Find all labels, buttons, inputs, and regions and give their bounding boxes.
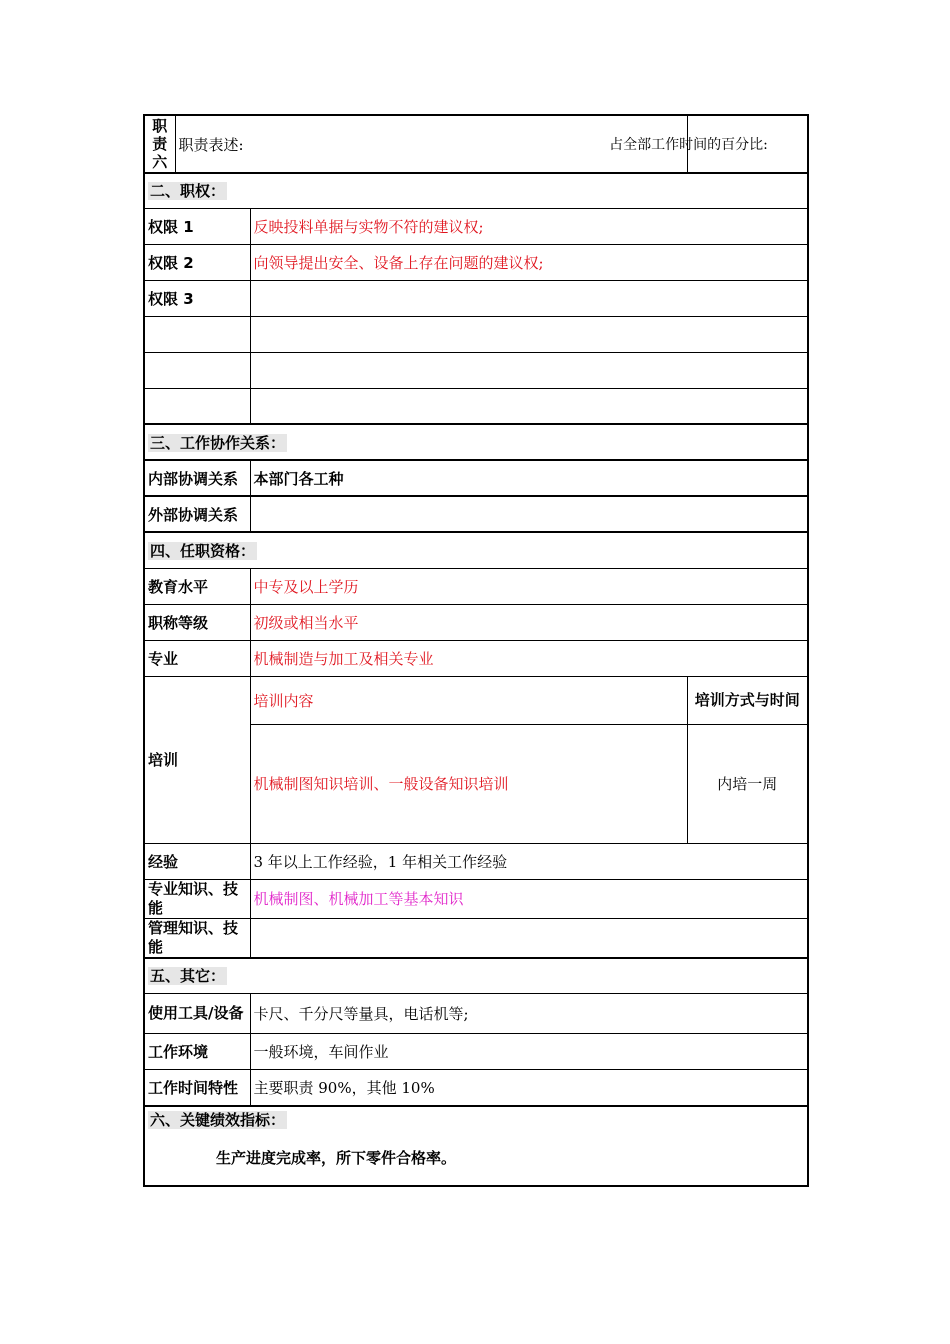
authority-empty-value (250, 352, 808, 388)
work-time-value: 主要职责 90%，其他 10% (250, 1070, 808, 1106)
authority-empty-value (250, 316, 808, 352)
education-label: 教育水平 (144, 568, 250, 604)
major-value: 机械制造与加工及相关专业 (250, 640, 808, 676)
section-collaboration-title-text: 三、工作协作关系： (150, 433, 286, 452)
section-collaboration-title (144, 424, 808, 460)
section-other-title-text: 五、其它： (150, 967, 226, 986)
work-time-label: 工作时间特性 (144, 1070, 250, 1106)
authority-empty-value (250, 388, 808, 424)
internal-coordination-label: 内部协调关系 (144, 460, 250, 496)
section-qualification-title-text: 四、任职资格： (150, 541, 256, 560)
authority-2-value: 向领导提出安全、设备上存在问题的建议权; (250, 244, 808, 280)
training-method: 内培一周 (687, 724, 808, 843)
mgmt-skill-label: 管理知识、技能 (144, 918, 250, 958)
mgmt-skill-value (250, 918, 808, 958)
duty6-percent (609, 115, 808, 173)
authority-empty-label (144, 352, 250, 388)
duty6-label (144, 115, 175, 173)
section-other-title (144, 958, 808, 994)
title-level-label: 职称等级 (144, 604, 250, 640)
duty6-percent-label: 占全部工作时间的百分比: (609, 137, 768, 153)
authority-empty-label (144, 388, 250, 424)
job-description-table (143, 114, 807, 1187)
authority-3-value (250, 280, 808, 316)
tools-label: 使用工具/设备 (144, 994, 250, 1034)
kpi-value: 生产进度完成率，所下零件合格率。 (216, 1148, 457, 1167)
section-authority-title (144, 173, 808, 208)
environment-value: 一般环境，车间作业 (250, 1034, 808, 1070)
duty6-label-text: 职责六 (152, 117, 168, 171)
training-content-header: 培训内容 (250, 676, 687, 724)
duty6-description-label: 职责表述: (178, 135, 244, 154)
authority-3-label: 权限 3 (144, 280, 250, 316)
pro-skill-label: 专业知识、技能 (144, 879, 250, 918)
section-qualification-title (144, 532, 808, 568)
education-value: 中专及以上学历 (250, 568, 808, 604)
authority-1-label: 权限 1 (144, 208, 250, 244)
experience-label: 经验 (144, 843, 250, 879)
environment-label: 工作环境 (144, 1034, 250, 1070)
section-authority-title-text: 二、职权： (150, 182, 226, 201)
authority-empty-label (144, 316, 250, 352)
authority-1-value: 反映投料单据与实物不符的建议权; (250, 208, 808, 244)
major-label: 专业 (144, 640, 250, 676)
training-method-header: 培训方式与时间 (687, 676, 808, 724)
internal-coordination-value: 本部门各工种 (250, 460, 808, 496)
external-coordination-value (250, 496, 808, 532)
experience-value: 3 年以上工作经验，1 年相关工作经验 (250, 843, 808, 879)
tools-value: 卡尺、千分尺等量具，电话机等; (250, 994, 808, 1034)
pro-skill-value: 机械制图、机械加工等基本知识 (250, 879, 808, 918)
external-coordination-label: 外部协调关系 (144, 496, 250, 532)
title-level-value: 初级或相当水平 (250, 604, 808, 640)
authority-2-label: 权限 2 (144, 244, 250, 280)
section-kpi-title-text: 六、关键绩效指标： (150, 1110, 286, 1129)
training-content: 机械制图知识培训、一般设备知识培训 (250, 724, 687, 843)
section-kpi (144, 1106, 808, 1186)
training-label: 培训 (144, 676, 250, 843)
section-kpi-title (148, 1109, 804, 1131)
